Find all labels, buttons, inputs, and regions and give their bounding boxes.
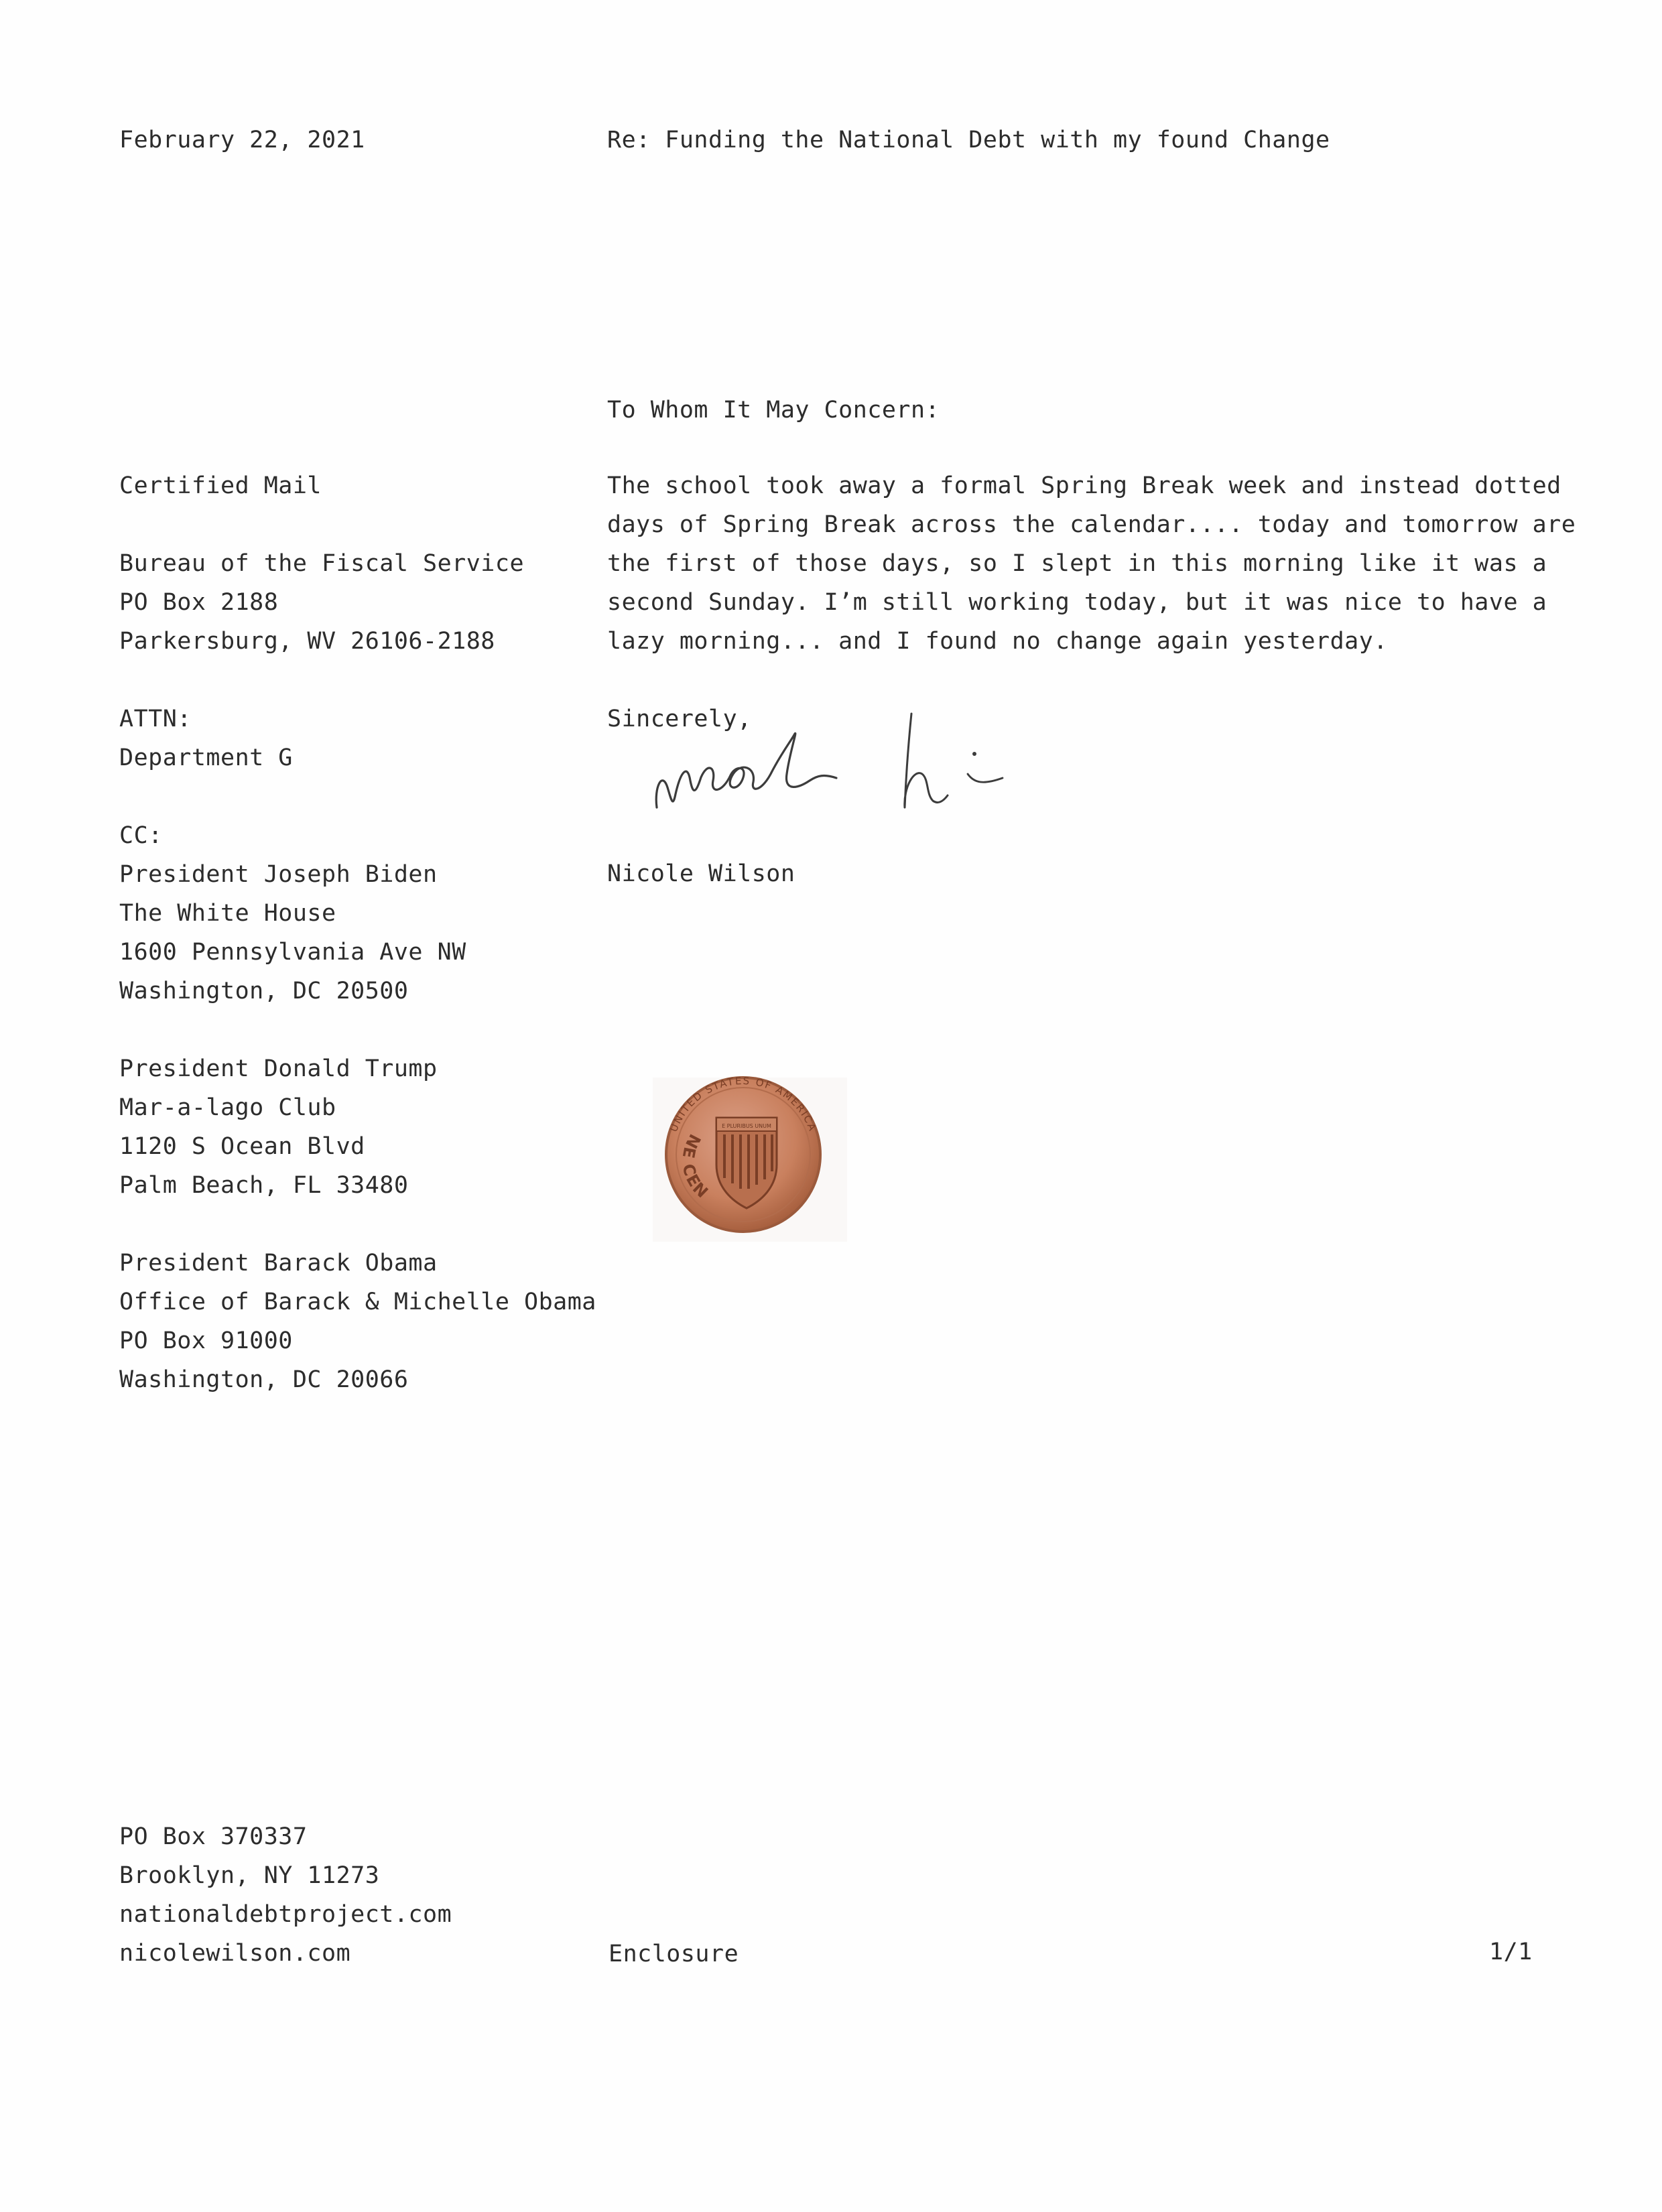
letter-date: February 22, 2021 bbox=[119, 127, 365, 153]
recipient-line: PO Box 2188 bbox=[119, 589, 279, 616]
cc-line: Office of Barack & Michelle Obama bbox=[119, 1289, 596, 1315]
cc-entry bbox=[119, 1049, 596, 1205]
attention-value: Department G bbox=[119, 744, 293, 771]
cc-line: 1600 Pennsylvania Ave NW bbox=[119, 939, 466, 966]
cc-entry bbox=[119, 855, 596, 1011]
body-line: second Sunday. I’m still working today, but it was nice to have a bbox=[607, 589, 1547, 616]
salutation: To Whom It May Concern: bbox=[607, 397, 940, 424]
cc-label: CC: bbox=[119, 822, 163, 849]
cc-line: President Donald Trump bbox=[119, 1055, 438, 1082]
attention-label: ATTN: bbox=[119, 706, 192, 732]
cc-line: 1120 S Ocean Blvd bbox=[119, 1133, 365, 1160]
cc-line: President Joseph Biden bbox=[119, 861, 438, 888]
cc-line: The White House bbox=[119, 900, 336, 927]
signer-name: Nicole Wilson bbox=[607, 860, 795, 887]
cc-line: Washington, DC 20066 bbox=[119, 1366, 409, 1393]
page-number: 1/1 bbox=[1489, 1939, 1533, 1965]
body-line: lazy morning... and I found no change again yesterday. bbox=[607, 628, 1388, 655]
letter-subject: Re: Funding the National Debt with my found Change bbox=[607, 127, 1330, 153]
body-line: The school took away a formal Spring Break week and instead dotted bbox=[607, 472, 1561, 499]
coin-top-text: UNITED STATES OF AMERICA bbox=[667, 1074, 819, 1134]
cc-block bbox=[119, 816, 596, 1399]
cc-entry bbox=[119, 1244, 596, 1399]
cc-line: President Barack Obama bbox=[119, 1250, 438, 1277]
recipient-address bbox=[119, 544, 596, 661]
penny-icon bbox=[633, 1064, 854, 1245]
return-address-line: nationaldebtproject.com bbox=[119, 1901, 452, 1928]
recipient-line: Bureau of the Fiscal Service bbox=[119, 550, 525, 577]
return-address bbox=[119, 1817, 452, 1973]
closing: Sincerely, bbox=[607, 706, 752, 732]
return-address-line: Brooklyn, NY 11273 bbox=[119, 1862, 380, 1889]
cc-line: Palm Beach, FL 33480 bbox=[119, 1172, 409, 1199]
cc-line: Washington, DC 20500 bbox=[119, 978, 409, 1004]
cc-line: Mar-a-lago Club bbox=[119, 1094, 336, 1121]
coin-denomination: NE CEN bbox=[678, 1130, 713, 1203]
cc-line: PO Box 91000 bbox=[119, 1327, 293, 1354]
return-address-line: nicolewilson.com bbox=[119, 1940, 351, 1967]
recipient-line: Parkersburg, WV 26106-2188 bbox=[119, 628, 495, 655]
mail-type: Certified Mail bbox=[119, 472, 322, 499]
return-address-line: PO Box 370337 bbox=[119, 1823, 308, 1850]
coin-shield-text: E PLURIBUS UNUM bbox=[722, 1123, 771, 1129]
attention-block bbox=[119, 700, 596, 777]
letter-body bbox=[607, 466, 1576, 661]
penny-enclosure bbox=[633, 1064, 854, 1245]
address-column bbox=[119, 466, 596, 1399]
enclosure-note: Enclosure bbox=[609, 1941, 739, 1967]
handwritten-signature bbox=[649, 707, 1011, 821]
body-line: the first of those days, so I slept in this morning like it was a bbox=[607, 550, 1547, 577]
body-line: days of Spring Break across the calendar.... today and tomorrow are bbox=[607, 511, 1576, 538]
